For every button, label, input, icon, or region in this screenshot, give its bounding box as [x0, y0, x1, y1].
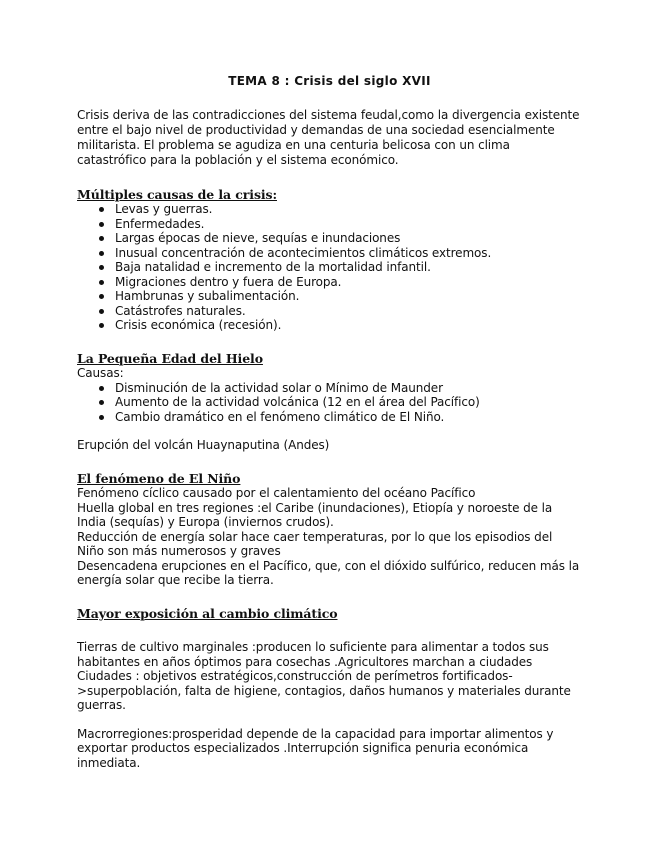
bullet-icon — [99, 386, 104, 391]
list-item — [95, 217, 582, 232]
bullet-icon — [99, 207, 104, 212]
list-item — [95, 231, 582, 246]
bullet-icon — [99, 236, 104, 241]
ice-age-label: Causas: — [77, 366, 124, 381]
list-item — [95, 289, 582, 304]
list-item-text: Enfermedades. — [115, 216, 205, 231]
exposure-heading: Mayor exposición al cambio climático — [77, 605, 338, 621]
list-item — [95, 275, 582, 290]
ice-age-list — [77, 381, 582, 425]
list-item-text: Largas épocas de nieve, sequías e inundaciones — [115, 231, 401, 246]
list-item — [95, 260, 582, 275]
bullet-icon — [99, 222, 104, 227]
nino-heading: El fenómeno de El Niño — [77, 470, 241, 486]
list-item-text: Catástrofes naturales. — [115, 303, 246, 318]
exposure-paragraph: Macrorregiones:prosperidad depende de la capacidad para importar alimentos y exportar productos especializados .Interrupción significa penuria económica inmediata. — [77, 726, 554, 770]
causes-list — [77, 202, 582, 333]
list-item — [95, 202, 582, 217]
nino-line: Huella global en tres regiones :el Caribe (inundaciones), Etiopía y noroeste de la India (sequías) y Europa (inviernos crudos). — [77, 500, 553, 530]
document-title: TEMA 8 : Crisis del siglo XVII — [228, 74, 431, 88]
list-item-text: Inusual concentración de acontecimientos climáticos extremos. — [115, 245, 492, 260]
list-item-text: Baja natalidad e incremento de la mortalidad infantil. — [115, 260, 431, 275]
ice-age-heading: La Pequeña Edad del Hielo — [77, 350, 263, 366]
nino-line: Reducción de energía solar hace caer temperaturas, por lo que los episodios del Niño son más numerosos y graves — [77, 529, 553, 559]
bullet-icon — [99, 280, 104, 285]
ice-age-note: Erupción del volcán Huaynaputina (Andes) — [77, 438, 330, 453]
list-item — [95, 410, 582, 425]
list-item-text: Disminución de la actividad solar o Mínimo de Maunder — [115, 380, 443, 395]
nino-line: Fenómeno cíclico causado por el calentamiento del océano Pacífico — [77, 486, 476, 501]
bullet-icon — [99, 400, 104, 405]
list-item-text: Cambio dramático en el fenómeno climático de El Niño. — [115, 409, 445, 424]
causes-heading: Múltiples causas de la crisis: — [77, 186, 277, 202]
bullet-icon — [99, 309, 104, 314]
list-item-text: Hambrunas y subalimentación. — [115, 289, 300, 304]
list-item — [95, 381, 582, 396]
bullet-icon — [99, 265, 104, 270]
bullet-icon — [99, 251, 104, 256]
document-page — [77, 74, 582, 770]
list-item-text: Crisis económica (recesión). — [115, 318, 282, 333]
list-item — [95, 246, 582, 261]
list-item — [95, 304, 582, 319]
list-item — [95, 318, 582, 333]
bullet-icon — [99, 415, 104, 420]
exposure-paragraph: Tierras de cultivo marginales :producen lo suficiente para alimentar a todos sus habitantes en años óptimos para cosechas .Agricultores marchan a ciudades Ciudades : objetivos estratégicos,construcción de perímetros fortificados->superpoblación, falta de higiene, contagios, daños humanos y materiales durante guerras. — [77, 640, 571, 713]
list-item-text: Migraciones dentro y fuera de Europa. — [115, 274, 342, 289]
nino-line: Desencadena erupciones en el Pacífico, que, con el dióxido sulfúrico, reducen más la energía solar que recibe la tierra. — [77, 558, 580, 588]
bullet-icon — [99, 323, 104, 328]
list-item-text: Aumento de la actividad volcánica (12 en el área del Pacífico) — [115, 395, 480, 410]
list-item-text: Levas y guerras. — [115, 202, 213, 217]
bullet-icon — [99, 294, 104, 299]
list-item — [95, 395, 582, 410]
intro-paragraph: Crisis deriva de las contradicciones del sistema feudal,como la divergencia existente entre el bajo nivel de productividad y demandas de una sociedad esencialmente militarista. El problema se agudiza en una centuria belicosa con un clima catastrófico para la población y el sistema económico. — [77, 107, 580, 168]
